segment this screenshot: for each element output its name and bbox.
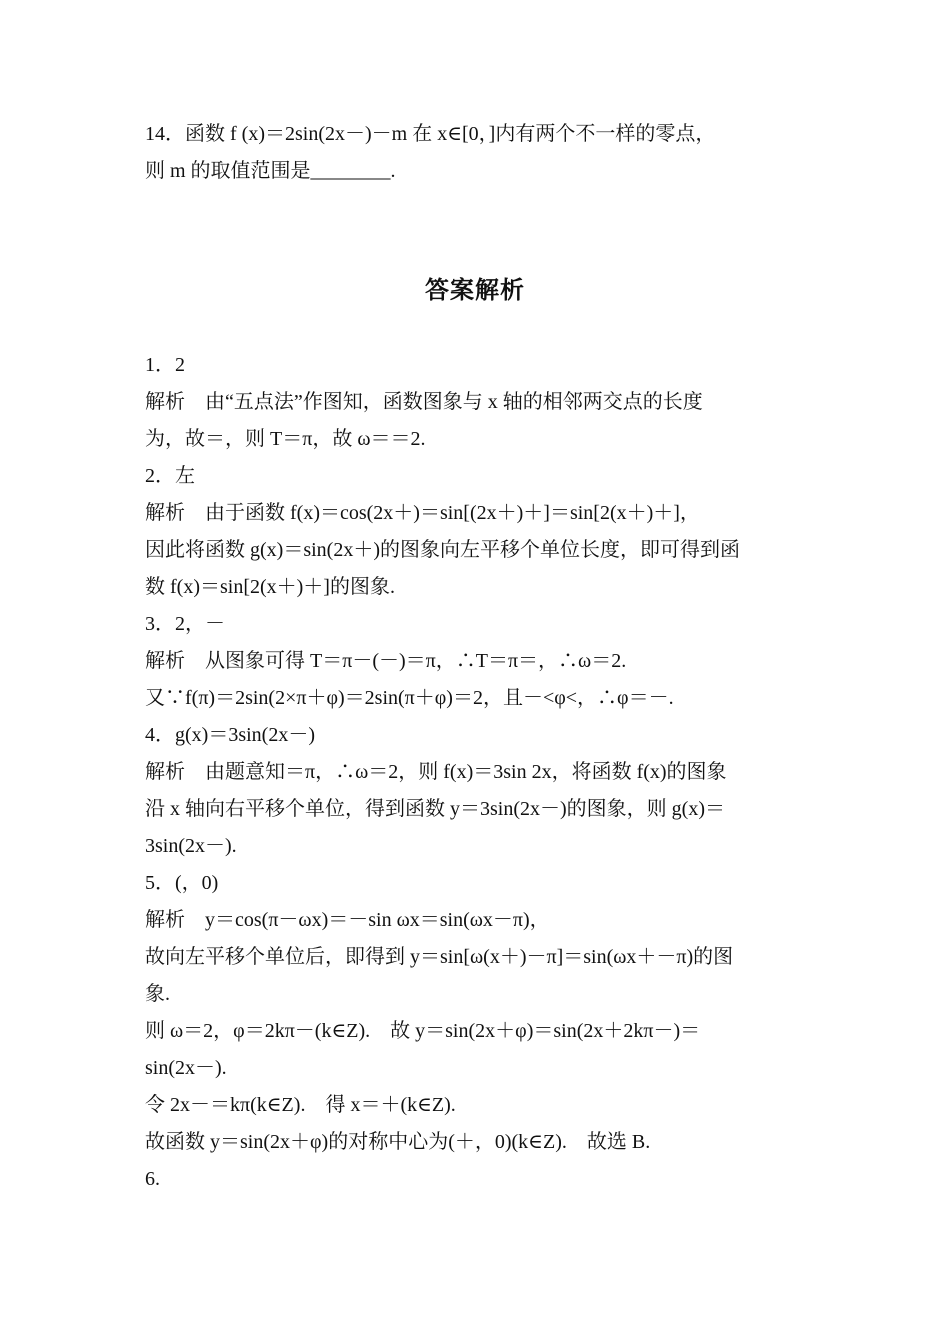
answer-5-explanation-1: 解析 y＝cos(π－ωx)＝－sin ωx＝sin(ωx－π)， <box>145 909 550 931</box>
answer-3-explanation-1: 解析 从图象可得 T＝π－(－)＝π，∴T＝π＝，∴ω＝2. <box>145 650 627 672</box>
answer-6: 6. <box>145 1168 160 1190</box>
answer-5-explanation-4: 则 ω＝2，φ＝2kπ－(k∈Z). 故 y＝sin(2x＋φ)＝sin(2x＋2kπ－)＝ <box>145 1020 701 1042</box>
answer-2-explanation-3: 数 f(x)＝sin[2(x＋)＋]的图象. <box>145 576 395 598</box>
answer-section-title: 答案解析 <box>425 278 525 304</box>
problem-14-line-2: 则 m 的取值范围是________. <box>145 160 396 182</box>
answer-1-explanation-1: 解析 由“五点法”作图知，函数图象与 x 轴的相邻两交点的长度 <box>145 391 703 413</box>
problem-14-line-1: 14．函数 f (x)＝2sin(2x－)－m 在 x∈[0，]内有两个不一样的零点， <box>145 123 716 145</box>
answer-2-explanation-2: 因此将函数 g(x)＝sin(2x＋)的图象向左平移个单位长度，即可得到函 <box>145 539 740 561</box>
answer-5: 5．(，0) <box>145 872 219 894</box>
answer-5-explanation-3: 象. <box>145 983 170 1005</box>
answer-4-explanation-2: 沿 x 轴向右平移个单位，得到函数 y＝3sin(2x－)的图象，则 g(x)＝ <box>145 798 725 820</box>
answer-5-explanation-2: 故向左平移个单位后，即得到 y＝sin[ω(x＋)－π]＝sin(ωx＋－π)的图 <box>145 946 734 968</box>
answer-4-explanation-1: 解析 由题意知＝π，∴ω＝2，则 f(x)＝3sin 2x，将函数 f(x)的图象 <box>145 761 727 783</box>
answer-2-explanation-1: 解析 由于函数 f(x)＝cos(2x＋)＝sin[(2x＋)＋]＝sin[2(x＋)＋]， <box>145 502 700 524</box>
answer-5-explanation-5: sin(2x－). <box>145 1057 227 1079</box>
answer-5-explanation-7: 故函数 y＝sin(2x＋φ)的对称中心为(＋，0)(k∈Z). 故选 B. <box>145 1131 651 1153</box>
answer-4: 4．g(x)＝3sin(2x－) <box>145 724 315 746</box>
answer-1: 1．2 <box>145 354 185 376</box>
answer-2: 2．左 <box>145 465 195 487</box>
answer-4-explanation-3: 3sin(2x－). <box>145 835 237 857</box>
answer-1-explanation-2: 为，故＝，则 T＝π，故 ω＝＝2. <box>145 428 426 450</box>
answer-3: 3．2，－ <box>145 613 225 635</box>
answer-3-explanation-2: 又∵f(π)＝2sin(2×π＋φ)＝2sin(π＋φ)＝2，且－<φ<，∴φ＝－. <box>145 687 674 709</box>
answer-5-explanation-6: 令 2x－＝kπ(k∈Z). 得 x＝＋(k∈Z). <box>145 1094 456 1116</box>
